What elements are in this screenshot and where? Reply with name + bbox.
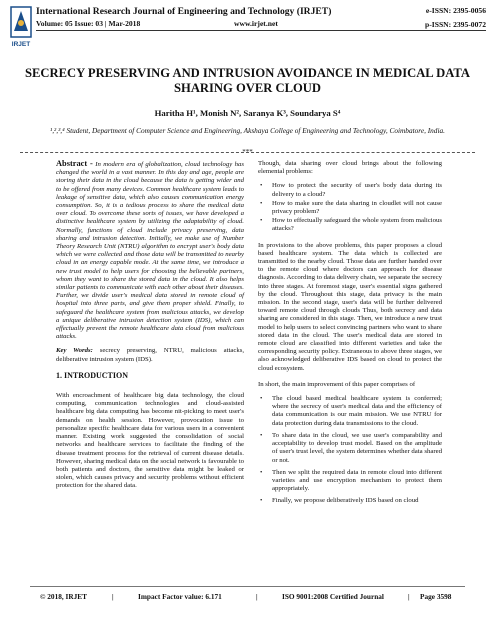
proposal-paragraph: In provisions to the above problems, this paper proposes a cloud based healthcare system. The data which is collected are transmitted to the nearby cloud. Those data are further handed over to the remote cloud where doctors can approach for disease diagnosis. According to data delivery chain, we separate the secrecy into three stages. At foremost stage, user's essential signs gathered by the cloud. Throughout this stage, data privacy is the main mission. In the second stage, user's data will be further delivered toward remote cloud through clouds Thus, both secrecy and data sharing are considered in this stage. Then, we introduce a new trust model to help users to select convincing partners who want to share stored data in the cloud. The user's medical data are stored in remote cloud are classified into different varieties and take the corresponding security policy. Extraneous to above three stages, we also acknowledged deliberative IDS based on cloud to protect the cloud ecosystem. [258,241,442,372]
keywords-label: Key Words: [56,347,93,355]
keywords-text: secrecy preserving, NTRU, malicious attacks, deliberative intrusion system (IDS). [56,347,245,363]
divider-stars: *** [242,148,253,156]
problems-list [258,182,442,233]
summary-intro: In short, the main improvement of this paper comprises of [258,380,416,388]
footer-divider [30,586,465,587]
page-footer [40,592,455,604]
footer-separator: | [408,592,410,601]
paper-authors: Haritha H¹, Monish N², Saranya K³, Soundarya S⁴ [154,108,341,118]
list-item: • The cloud based medical healthcare system is conferred; where the secrecy of user's medical data and the efficiency of data communication is our main mission. We use NTRU for data protection during data transmissions to the cloud. [258,395,442,428]
svg-text:IRJET: IRJET [11,41,31,48]
list-item: • Finally, we propose deliberatively IDS based on cloud [258,497,442,505]
list-item: • How to effectually safeguard the whole system from malicious attacks? [258,217,442,233]
eissn: e-ISSN: 2395-0056 [425,6,486,15]
irjet-logo-icon [9,5,33,49]
volume-issue [36,19,278,28]
paper-title: SECRECY PRESERVING AND INTRUSION AVOIDANCE IN MEDICAL DATA SHARING OVER CLOUD [25,66,470,95]
list-item: • How to protect the security of user's body data during its delivery to a cloud? [258,182,442,198]
left-column [56,160,244,491]
footer-impact-factor: Impact Factor value: 6.171 [138,592,222,601]
problems-intro: Though, data sharing over cloud brings about the following elemental problems: [258,160,442,176]
footer-copyright: © 2018, IRJET [40,592,88,601]
footer-page-number: Page 3598 [420,592,452,601]
introduction-paragraph: With encroachment of healthcare big data technology, the cloud computing, communication technologies and cloud-assisted healthcare big data computing has become nit-picking to meet user's demands on health session. However, provocation issue to personalize specific healthcare data for various users in a convenient manner. Existing work suggested the consolidation of social networks and healthcare services to facilitate the finding of the disease treatment process for the retrieval of current disease details. However, sharing medical data on the social network is favourable to both patients and doctors, the sensitive data might be leaked or stolen, which causes privacy and security problems without efficient protection for the shared data. [56,392,244,490]
footer-iso: ISO 9001:2008 Certified Journal [282,592,384,601]
journal-name: International Research Journal of Engineering and Technology (IRJET) [36,6,332,17]
contributions-list [258,395,442,505]
list-item: • How to make sure the data sharing in cloudlet will not cause privacy problem? [258,200,442,216]
list-item: • Then we split the required data in remote cloud into different varieties and use encryption mechanism to protect them appropriately. [258,469,442,494]
right-column [258,160,442,514]
journal-header [6,2,490,52]
abstract [56,160,244,341]
footer-separator: | [256,592,258,601]
abstract-text: In modern era of globalization, cloud technology has changed the world in a vast manner. In this day and age, people are storing their data in the cloud because the data is getting wider and to be offered from many devices. Common healthcare system leads to leakage of sensitive data, which also causes communication energy consumption. So, it is a tedious process to share the medical data over cloud. To overcome these sorts of issues, we have developed a distinctive healthcare system by utilizing the adaptability of cloud. Normally, functions of cloud include privacy preserving, data sharing and intrusion detection. Initially, we make use of Number Theory Research Unit (NTRU) algorithm to encrypt user's body data which we were collected and those data will be transmitted to nearby cloud in an energy capable mode. At the same time, we introduce a new trust model to help users for choosing the believable partners, whom they want to share the stored data in the cloud. It also helps similar patients to communicate with each other about their diseases. Further, we divide user's medical data stored in remote cloud of hospital into three parts, and give them proper shield. Finally, to safeguard the healthcare system from malicious attacks, we develop a unique deliberative intrusion detection system (IDS), which can effectually prevent the remote healthcare data cloud from malicious attacks. [56,161,245,341]
abstract-label: Abstract - [56,159,93,168]
journal-website-link[interactable]: www.irjet.net [234,19,278,28]
volume-line: Volume: 05 Issue: 03 | Mar-2018 [36,19,141,28]
keywords [56,347,244,363]
list-item: • To share data in the cloud, we use user's comparability and acceptability to develop trust model. Based on the amplitude of user's trust level, the system determines whether data shared or not. [258,432,442,465]
footer-separator: | [112,592,114,601]
introduction-heading: 1. INTRODUCTION [56,370,129,380]
pissn: p-ISSN: 2395-0072 [425,20,486,29]
header-divider [36,30,486,31]
author-affiliation: ¹,²,³,⁴ Student, Department of Computer Science and Engineering, Akshaya College of Engineering and Technology, Coimbatore, India. [50,126,445,135]
